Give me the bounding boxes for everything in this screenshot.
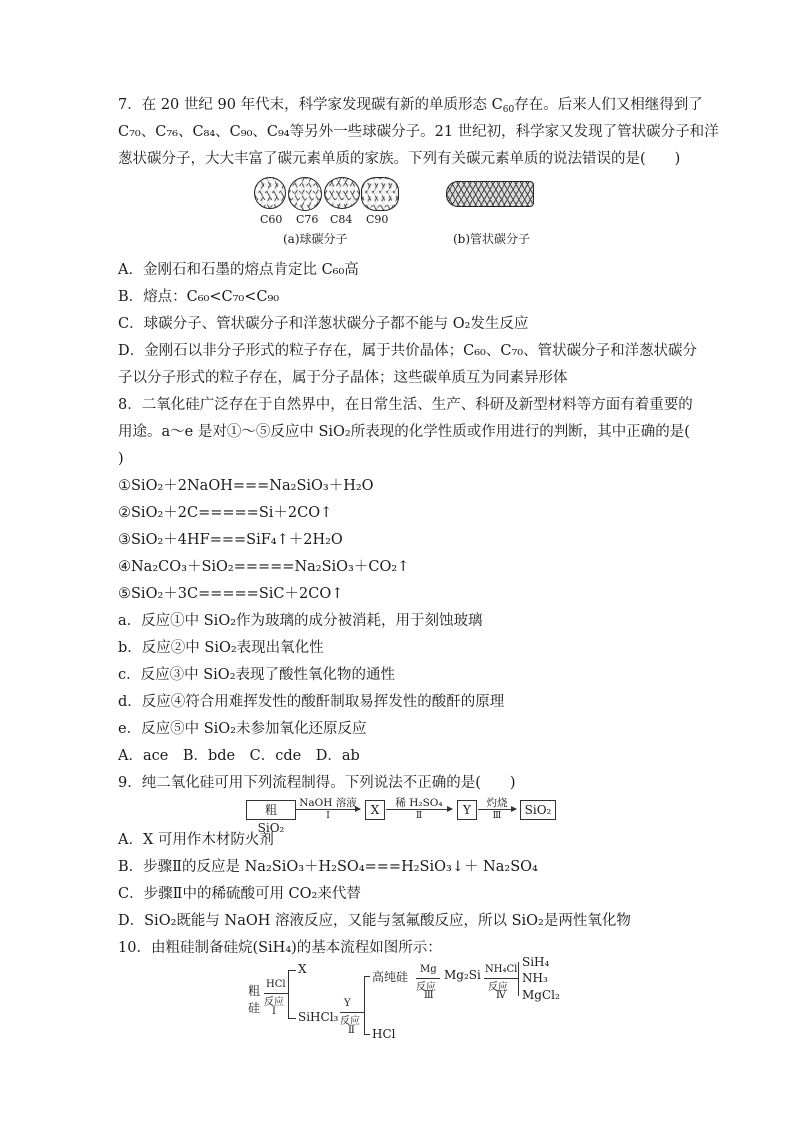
- q8-judgement-c: c．反应③中 SiO₂表现了酸性氧化物的通性: [118, 667, 395, 683]
- q8-judgement-d: d．反应④符合用难挥发性的酸酐制取易挥发性的酸酐的原理: [118, 694, 505, 710]
- carbon-figure: [118, 175, 693, 257]
- x-product: X: [298, 962, 307, 976]
- step3-label: Ⅲ: [424, 990, 434, 1001]
- q8-reaction-1: ①SiO₂＋2NaOH===Na₂SiO₃＋H₂O: [118, 478, 374, 494]
- q8-options: A．ace B．bde C．cde D．ab: [118, 748, 360, 764]
- q9-option-d: D．SiO₂既能与 NaOH 溶液反应，又能与氢氟酸反应，所以 SiO₂是两性氧化物: [118, 913, 631, 929]
- q8-reaction-5: ⑤SiO₂＋3C=====SiC＋2CO↑: [118, 586, 344, 602]
- c90-ball-image: [361, 177, 399, 211]
- q7-stem-line1: [118, 92, 703, 119]
- q8-reaction-2: ②SiO₂＋2C=====Si＋2CO↑: [118, 505, 333, 521]
- mg2si-product: Mg₂Si: [444, 968, 481, 982]
- nanotube-image: [446, 181, 534, 207]
- q8-judgement-b: b．反应②中 SiO₂表现出氧化性: [118, 640, 324, 656]
- c84-ball-image: [324, 177, 360, 209]
- q7-option-b: B．熔点：C₆₀<C₇₀<C₉₀: [118, 289, 280, 305]
- q8-judgement-e: e．反应⑤中 SiO₂未参加氧化还原反应: [118, 721, 367, 737]
- react2-label: 反应: [340, 1016, 360, 1027]
- q7-option-d-line2: 子以分子形式的粒子存在，属于分子晶体；这些碳单质互为同素异形体: [118, 370, 568, 386]
- q8-stem-line2: 用途。a～e 是对①～⑤反应中 SiO₂所表现的化学性质或作用进行的判断，其中正确的是(: [118, 424, 690, 440]
- q10-flowchart: [118, 955, 693, 1042]
- flow-arrow-2-top: 稀 H₂SO₄: [395, 797, 443, 809]
- q10-stem: 10．由粗硅制备硅烷(SiH₄)的基本流程如图所示：: [118, 940, 442, 956]
- pure-si-product: 高纯硅: [372, 970, 409, 984]
- q9-flowchart: [118, 797, 693, 835]
- mgcl2-product: MgCl₂: [522, 988, 560, 1002]
- hcl-reagent: HCl: [266, 979, 286, 990]
- flow-box-crude-sio2: 粗 SiO₂: [246, 800, 296, 820]
- branch-line-2: [364, 976, 365, 1034]
- flow-box-y: Y: [457, 800, 477, 820]
- branch-line-x: [288, 970, 296, 971]
- nh3-product: NH₃: [522, 971, 548, 985]
- branch-line-sihcl3: [288, 1018, 296, 1019]
- flow-arrow-3-bottom: Ⅲ: [492, 811, 502, 821]
- q9-option-a: A．X 可用作木材防火剂: [118, 832, 274, 848]
- crude-si-label-2: 硅: [248, 1001, 261, 1015]
- step1-label: Ⅰ: [272, 1006, 276, 1017]
- c60-ball-image: [254, 177, 286, 209]
- hcl-product: HCl: [372, 1027, 396, 1041]
- q7-option-c: C．球碳分子、管状碳分子和洋葱状碳分子都不能与 O₂发生反应: [118, 316, 529, 332]
- flow-box-x: X: [365, 800, 385, 820]
- q9-option-b: B．步骤Ⅱ的反应是 Na₂SiO₃＋H₂SO₄===H₂SiO₃↓＋ Na₂SO₄: [118, 859, 538, 875]
- branch-line-pure-si: [364, 976, 370, 977]
- crude-si-label-1: 粗: [248, 984, 261, 998]
- c84-label: C84: [330, 213, 353, 226]
- branch-line-4: [518, 962, 519, 996]
- q7-stem-text1: 7．在 20 世纪 90 年代末，科学家发现碳有新的单质形态 C: [118, 97, 503, 113]
- branch-line-1: [288, 970, 289, 1018]
- nh4cl-reagent: NH₄Cl: [485, 964, 518, 975]
- q7-stem-line2: C₇₀、C₇₆、C₈₄、C₉₀、C₉₄等另外一些球碳分子。21 世纪初，科学家又发现了管状碳分子和洋: [118, 124, 719, 140]
- caption-a: (a)球碳分子: [283, 232, 348, 246]
- flow-arrow-1-top: NaOH 溶液: [299, 797, 357, 809]
- flow-arrow-3-top: 灼烧: [486, 797, 508, 809]
- react3-label: 反应: [416, 982, 436, 993]
- caption-b: (b)管状碳分子: [453, 232, 531, 246]
- question-page: [118, 92, 719, 1042]
- q8-reaction-4: ④Na₂CO₃＋SiO₂=====Na₂SiO₃＋CO₂↑: [118, 559, 410, 575]
- flow-arrow-2-bottom: Ⅱ: [415, 811, 423, 821]
- c76-ball-image: [288, 177, 322, 211]
- flow-box-sio2: SiO₂: [520, 800, 556, 820]
- q9-stem: 9．纯二氧化硅可用下列流程制得。下列说法不正确的是( ): [118, 775, 516, 791]
- q7-option-a: A．金刚石和石墨的熔点肯定比 C₆₀高: [118, 262, 359, 278]
- c76-label: C76: [296, 213, 319, 226]
- step4-label: Ⅳ: [496, 990, 506, 1001]
- q8-judgement-a: a．反应①中 SiO₂作为玻璃的成分被消耗，用于刻蚀玻璃: [118, 613, 483, 629]
- react4-label: 反应: [488, 982, 508, 993]
- flow-arrow-1-bottom: Ⅰ: [326, 811, 330, 821]
- mg-reagent: Mg: [420, 964, 437, 975]
- sih4-product: SiH₄: [522, 955, 550, 969]
- branch-line-hcl: [364, 1034, 370, 1035]
- q8-reaction-3: ③SiO₂＋4HF===SiF₄↑＋2H₂O: [118, 532, 343, 548]
- q7-stem-text1-end: 存在。后来人们又相继得到了: [514, 97, 703, 113]
- react1-label: 反应: [264, 997, 284, 1008]
- c90-label: C90: [366, 213, 389, 226]
- q7-stem-sub: 60: [502, 105, 515, 115]
- sihcl3-product: SiHCl₃: [298, 1010, 339, 1024]
- q8-stem-line1: 8．二氧化硅广泛存在于自然界中，在日常生活、生产、科研及新型材料等方面有着重要的: [118, 397, 693, 413]
- q8-stem-line3: ): [118, 451, 124, 467]
- step2-label: Ⅱ: [348, 1025, 355, 1036]
- y-reagent: Y: [344, 998, 351, 1009]
- c60-label: C60: [260, 213, 283, 226]
- q7-option-d-line1: D．金刚石以非分子形式的粒子存在，属于共价晶体；C₆₀、C₇₀、管状碳分子和洋葱状碳分: [118, 343, 698, 359]
- q9-option-c: C．步骤Ⅱ中的稀硫酸可用 CO₂来代替: [118, 886, 361, 902]
- q7-stem-line3: 葱状碳分子，大大丰富了碳元素单质的家族。下列有关碳元素单质的说法错误的是( ): [118, 151, 681, 167]
